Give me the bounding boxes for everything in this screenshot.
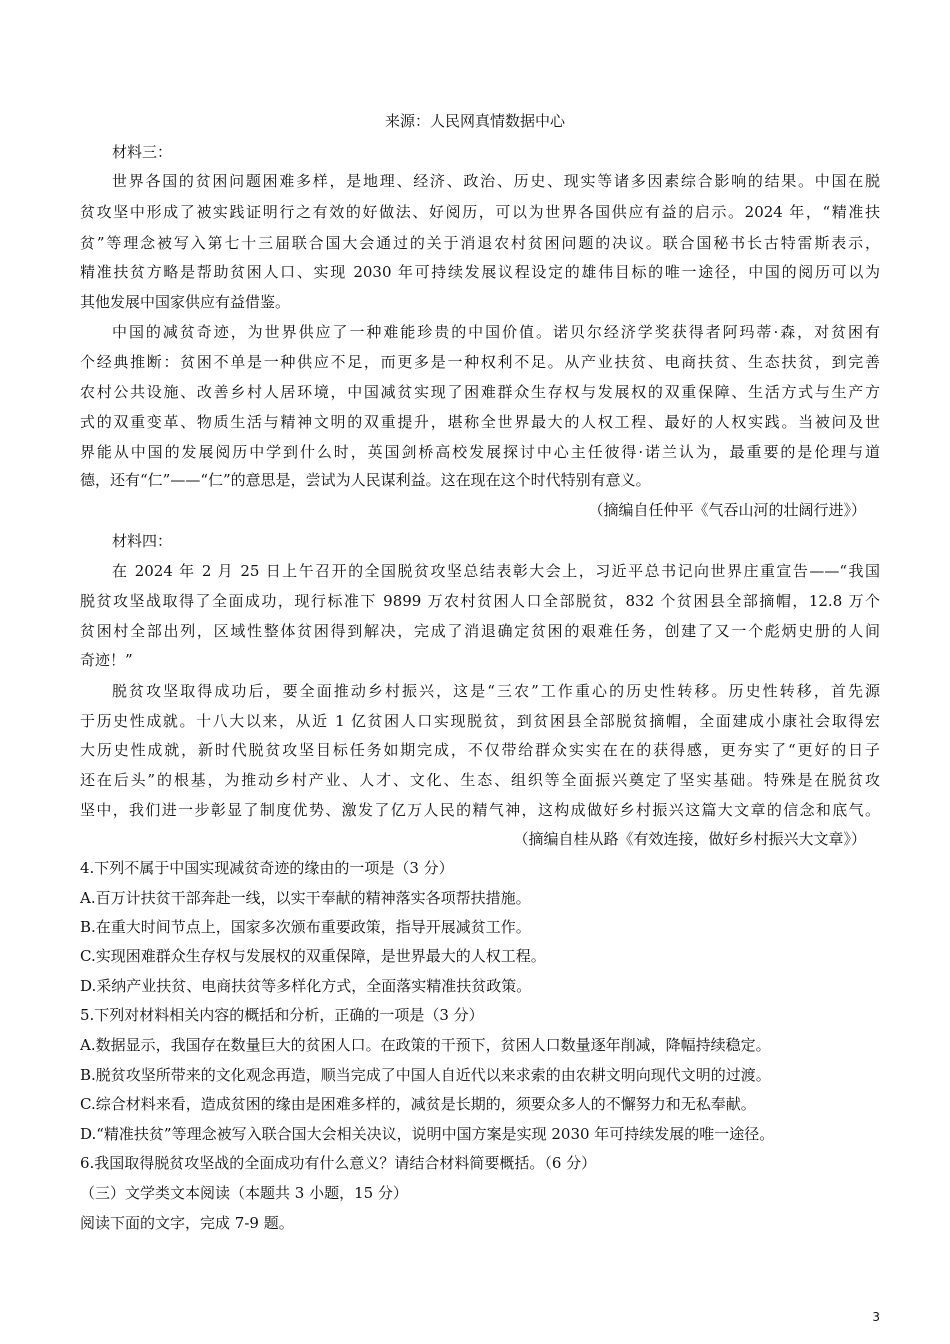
question-4-option-a: A.百万计扶贫干部奔赴一线，以实干奉献的精神落实各项帮扶措施。 xyxy=(80,889,531,907)
material-3-citation: （摘编自任仲平《气吞山河的壮阔行进》） xyxy=(588,501,866,519)
question-5-option-a: A.数据显示，我国存在数量巨大的贫困人口。在政策的干预下，贫困人口数量逐年削减，降幅持续稳定。 xyxy=(80,1036,771,1054)
material-4-heading: 材料四： xyxy=(112,532,173,550)
paragraph-line: 脱贫攻坚战取得了全面成功，现行标准下 9899 万农村贫困人口全部脱贫，832 个贫困县全部摘帽，12.8 万个 xyxy=(80,592,880,610)
material-3-heading: 材料三： xyxy=(112,143,173,161)
question-5-option-d: D.“精准扶贫”等理念被写入联合国大会相关决议，说明中国方案是实现 2030 年可持续发展的唯一途径。 xyxy=(80,1125,775,1143)
paragraph-line: 贫”等理念被写入第七十三届联合国大会通过的关于消退农村贫困问题的决议。联合国秘书长古特雷斯表示， xyxy=(80,234,880,252)
paragraph-line: 式的双重变革、物质生活与精神文明的双重提升，堪称全世界最大的人权工程、最好的人权实践。当被问及世 xyxy=(80,413,880,431)
page-number: 3 xyxy=(872,1310,880,1324)
paragraph-line: 在 2024 年 2 月 25 日上午召开的全国脱贫攻坚总结表彰大会上，习近平总书记向世界庄重宣告——“我国 xyxy=(112,562,880,580)
question-5-stem: 5.下列对材料相关内容的概括和分析，正确的一项是（3 分） xyxy=(80,1006,484,1024)
paragraph-line: 农村公共设施、改善乡村人居环境，中国减贫实现了困难群众生存权与发展权的双重保障、生活方式与生产方 xyxy=(80,383,880,401)
paragraph-line: 贫攻坚中形成了被实践证明行之有效的好做法、好阅历，可以为世界各国供应有益的启示。2024 年，“精准扶 xyxy=(80,203,880,221)
question-6-stem: 6.我国取得脱贫攻坚战的全面成功有什么意义？请结合材料简要概括。（6 分） xyxy=(80,1154,597,1172)
paragraph-line: 德，还有“仁”——“仁”的意思是，尝试为人民谋利益。这在现在这个时代特别有意义。 xyxy=(80,471,651,489)
paragraph-line: 其他发展中国家供应有益借鉴。 xyxy=(80,293,291,311)
question-4-option-b: B.在重大时间节点上，国家多次颁布重要政策，指导开展减贫工作。 xyxy=(80,918,531,936)
question-4-option-c: C.实现困难群众生存权与发展权的双重保障，是世界最大的人权工程。 xyxy=(80,947,546,965)
paragraph-line: 于历史性成就。十八大以来，从近 1 亿贫困人口实现脱贫，到贫困县全部脱贫摘帽，全面建成小康社会取得宏 xyxy=(80,712,880,730)
section-3-heading: （三）文学类文本阅读（本题共 3 小题，15 分） xyxy=(80,1184,408,1202)
material-4-citation: （摘编自桂从路《有效连接，做好乡村振兴大文章》） xyxy=(513,830,866,848)
question-4-stem: 4.下列不属于中国实现减贫奇迹的缘由的一项是（3 分） xyxy=(80,859,454,877)
paragraph-line: 个经典推断：贫困不单是一种供应不足，而更多是一种权利不足。从产业扶贫、电商扶贫、生态扶贫，到完善 xyxy=(80,353,880,371)
paragraph-line: 坚中，我们进一步彰显了制度优势、激发了亿万人民的精气神，这构成做好乡村振兴这篇大文章的信念和底气。 xyxy=(80,801,880,819)
chart-source-caption: 来源：人民网真情数据中心 xyxy=(384,112,565,130)
paragraph-line: 贫困村全部出列，区域性整体贫困得到解决，完成了消退确定贫困的艰难任务，创建了又一个彪炳史册的人间 xyxy=(80,622,880,640)
question-5-option-c: C.综合材料来看，造成贫困的缘由是困难多样的，减贫是长期的，须要众多人的不懈努力和无私奉献。 xyxy=(80,1095,756,1113)
section-3-instruction: 阅读下面的文字，完成 7-9 题。 xyxy=(80,1214,294,1232)
question-4-option-d: D.采纳产业扶贫、电商扶贫等多样化方式，全面落实精准扶贫政策。 xyxy=(80,977,532,995)
paragraph-line: 还在后头”的根基，为推动乡村产业、人才、文化、生态、组织等全面振兴奠定了坚实基础。特殊是在脱贫攻 xyxy=(80,771,880,789)
paragraph-line: 界能从中国的发展阅历中学到什么时，英国剑桥高校发展探讨中心主任彼得·诺兰认为，最重要的是伦理与道 xyxy=(80,443,880,461)
paragraph-line: 大历史性成就，新时代脱贫攻坚目标任务如期完成，不仅带给群众实实在在的获得感，更夯实了“更好的日子 xyxy=(80,741,880,759)
question-5-option-b: B.脱贫攻坚所带来的文化观念再造，顺当完成了中国人自近代以来求索的由农耕文明向现代文明的过渡。 xyxy=(80,1066,771,1084)
paragraph-line: 中国的减贫奇迹，为世界供应了一种难能珍贵的中国价值。诺贝尔经济学奖获得者阿玛蒂·森，对贫困有 xyxy=(112,323,880,341)
paragraph-line: 世界各国的贫困问题困难多样，是地理、经济、政治、历史、现实等诸多因素综合影响的结果。中国在脱 xyxy=(112,172,880,190)
paragraph-line: 奇迹！” xyxy=(80,651,133,669)
paragraph-line: 脱贫攻坚取得成功后，要全面推动乡村振兴，这是“三农”工作重心的历史性转移。历史性转移，首先源 xyxy=(112,682,880,700)
paragraph-line: 精准扶贫方略是帮助贫困人口、实现 2030 年可持续发展议程设定的雄伟目标的唯一途径，中国的阅历可以为 xyxy=(80,263,880,281)
